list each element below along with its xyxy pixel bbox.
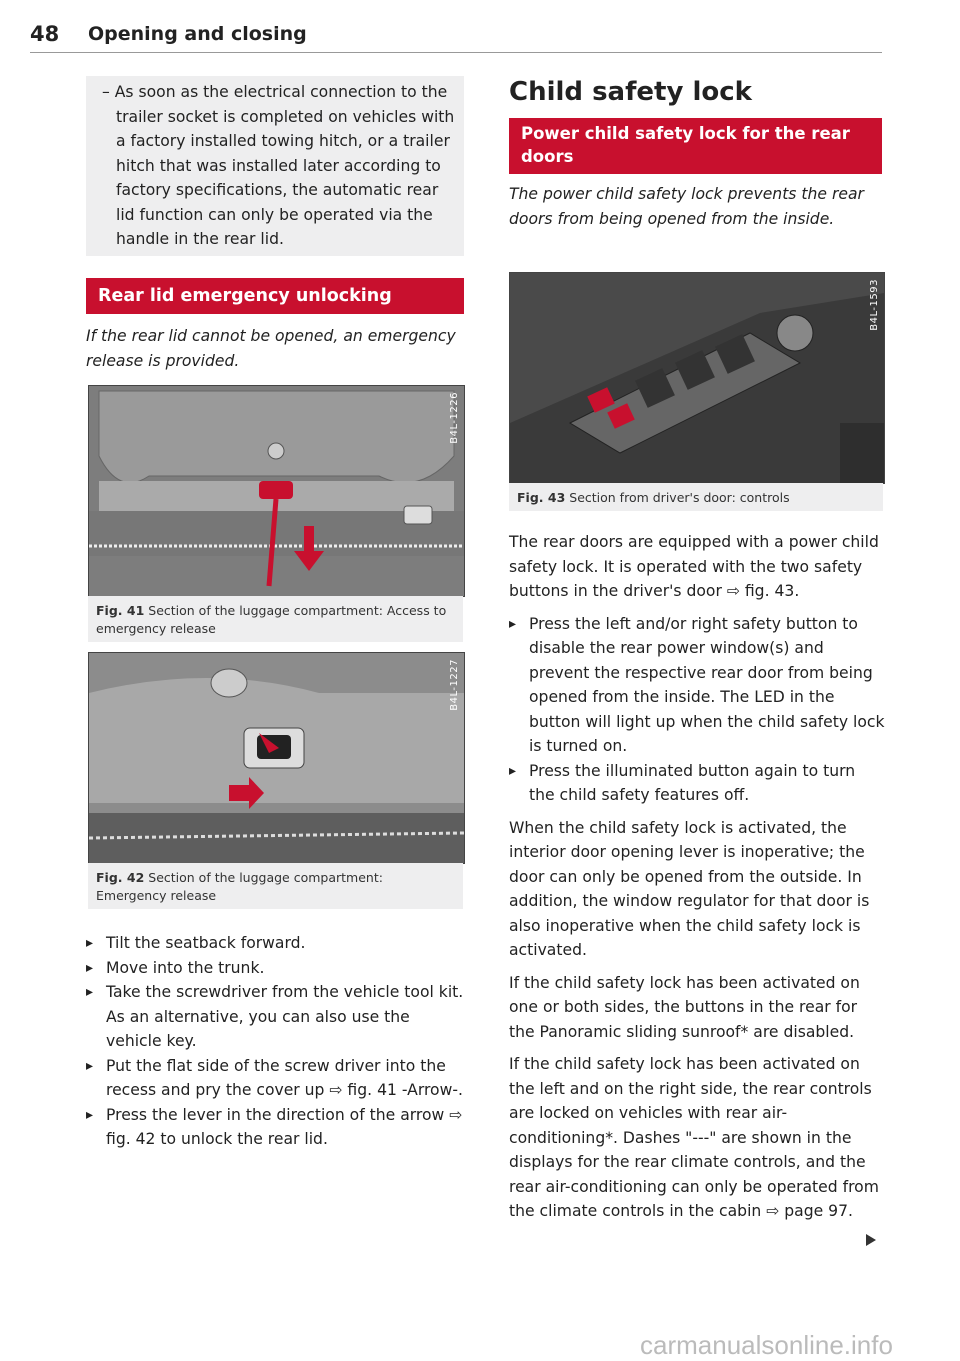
step-item: ▸ Put the flat side of the screw driver into the recess and pry the cover up ⇨ fig. 41 -Arrow-. (86, 1054, 466, 1103)
fig-41-caption (88, 596, 463, 642)
para-air-conditioning: If the child safety lock has been activated on the left and on the right side, the rear controls are locked on vehicles with rear air-conditioning*. Dashes "---" are shown in the displays for the rear climate controls, and the rear air-conditioning can only be operated from the climate controls in the cabin ⇨ page 97. (509, 1055, 879, 1220)
child-lock-body (509, 530, 885, 1224)
watermark: carmanualsonline.info (640, 1330, 893, 1360)
child-lock-steps (509, 612, 885, 808)
step-item: ▸ Take the screwdriver from the vehicle tool kit. As an alternative, you can also use the vehicle key. (86, 980, 466, 1054)
fig-41-drawing (89, 386, 464, 596)
fig-41-caption-text: Section of the luggage compartment: Access to emergency release (96, 603, 447, 636)
power-child-lock-heading: Power child safety lock for the rear doors (509, 118, 882, 174)
section-title: Opening and closing (88, 23, 307, 45)
fig-42-caption-text: Section of the luggage compartment: Emergency release (96, 870, 383, 903)
fig-42-caption (88, 863, 463, 909)
fig-41-label: Fig. 41 (96, 603, 145, 618)
trailer-note: – As soon as the electrical connection to the trailer socket is completed on vehicles with a factory installed towing hitch, or a trailer hitch that was installed later according to factory specifications, the automatic rear lid function can only be operated via the handle in the rear lid. (102, 83, 455, 248)
page-number: 48 (30, 22, 60, 46)
child-lock-title: Child safety lock (509, 77, 752, 107)
fig-43-image (509, 272, 885, 484)
fig-43-label: Fig. 43 (517, 490, 566, 505)
child-lock-lead: The power child safety lock prevents the rear doors from being opened from the inside. (509, 185, 864, 228)
unlock-steps (86, 931, 466, 1152)
page-header (30, 22, 882, 53)
continue-arrow-icon (866, 1234, 876, 1246)
trailer-note-box (86, 76, 464, 256)
fig-42-label: Fig. 42 (96, 870, 145, 885)
fig-41-image (88, 385, 465, 597)
rear-lid-lead: If the rear lid cannot be opened, an emergency release is provided. (86, 327, 456, 370)
step-item: ▸ Tilt the seatback forward. (86, 931, 466, 956)
para-sunroof: If the child safety lock has been activated on one or both sides, the buttons in the rear for the Panoramic sliding sunroof* are disabled. (509, 973, 860, 1041)
fig-42-image (88, 652, 465, 864)
step-item: ▸ Press the illuminated button again to turn the child safety features off. (509, 759, 885, 808)
fig-43-code: B4L-1593 (869, 279, 880, 331)
fig-43-caption-text: Section from driver's door: controls (569, 490, 790, 505)
step-item: ▸ Move into the trunk. (86, 956, 466, 981)
fig-41-code: B4L-1226 (449, 392, 460, 444)
fig-42-drawing (89, 653, 464, 863)
fig-43-drawing (510, 273, 884, 483)
rear-lid-heading: Rear lid emergency unlocking (86, 278, 464, 314)
fig-42-code: B4L-1227 (449, 659, 460, 711)
fig-43-caption (509, 483, 883, 511)
step-item: ▸ Press the left and/or right safety button to disable the rear power window(s) and prevent the respective rear door from being opened from the inside. The LED in the button will light up when the child safety lock is turned on. (509, 612, 885, 759)
step-item: ▸ Press the lever in the direction of the arrow ⇨ fig. 42 to unlock the rear lid. (86, 1103, 466, 1152)
para-activated: When the child safety lock is activated, the interior door opening lever is inoperative; the door can only be opened from the outside. In addition, the window regulator for that door is also inoperative when the child safety lock is activated. (509, 818, 870, 959)
para-buttons: The rear doors are equipped with a power child safety lock. It is operated with the two safety buttons in the driver's door ⇨ fig. 43. (509, 533, 879, 600)
